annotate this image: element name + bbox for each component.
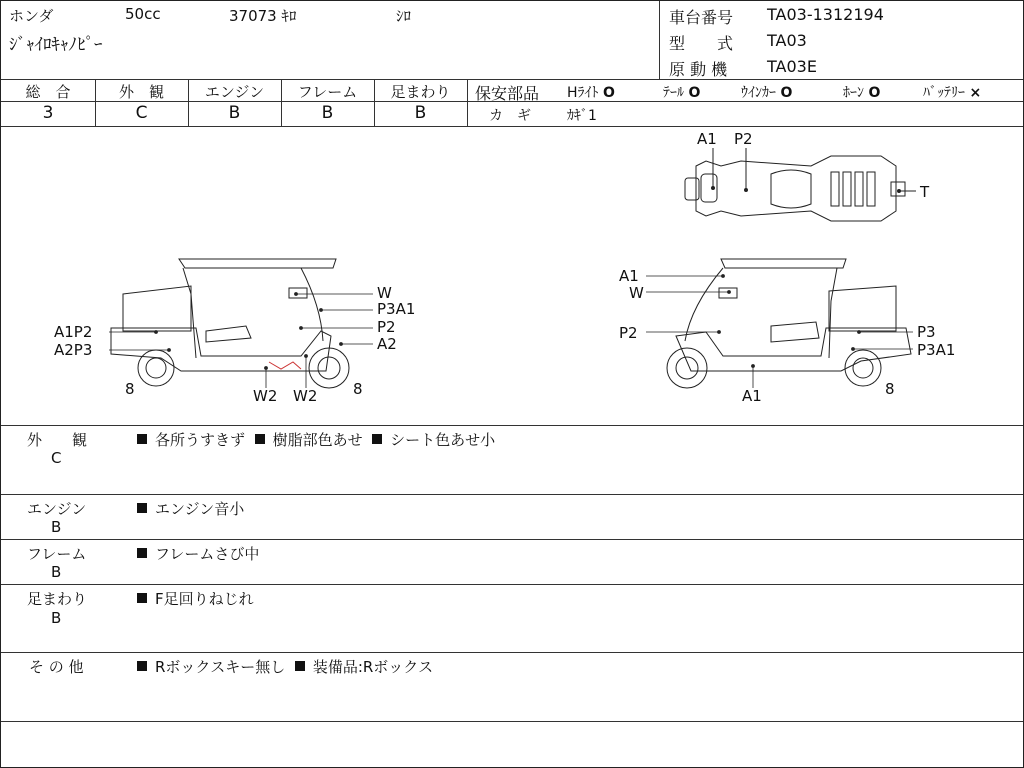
diagram-label: P2	[734, 130, 753, 148]
grade-header-frame: フレーム	[297, 83, 358, 101]
remark-grade-frame: B	[51, 563, 62, 581]
diagram-label: W	[629, 284, 644, 302]
diagram-label: A1	[697, 130, 717, 148]
grade-overall: 3	[42, 103, 54, 123]
scooter-left-view	[111, 259, 349, 388]
mileage: 37073 ｷﾛ	[229, 7, 297, 25]
remark-notes-suspension: F足回りねじれ	[137, 588, 254, 609]
diagram-label: W2	[293, 387, 318, 405]
diagram-label: T	[920, 183, 930, 201]
diagram-label: P3	[917, 323, 936, 341]
grade-exterior: C	[135, 103, 148, 123]
scooter-right-view	[667, 259, 911, 388]
diagram-label: A2P3	[54, 341, 93, 359]
displacement: 50cc	[125, 5, 161, 23]
grade-header-exterior: 外 観	[118, 83, 164, 101]
key-label: カ ギ	[489, 108, 531, 124]
remark-grade-engine: B	[51, 518, 62, 536]
diagram-label: A1	[742, 387, 762, 405]
diagram-label: W2	[253, 387, 278, 405]
diagram-label: 8	[353, 380, 363, 398]
grade-header-overall: 総 合	[25, 83, 71, 101]
remark-notes-exterior: 各所うすきず 樹脂部色あせ シート色あせ小	[137, 429, 495, 450]
remark-grade-suspension: B	[51, 609, 62, 627]
maker: ホンダ	[9, 7, 54, 25]
grade-header-suspension: 足まわり	[390, 83, 451, 101]
scooter-damage-diagram	[1, 126, 1023, 426]
remark-notes-frame: フレームさび中	[137, 543, 259, 564]
model-name: ｼﾞｬｲﾛｷｬﾉﾋﾟｰ	[9, 35, 103, 55]
remark-title-suspension: 足まわり	[27, 590, 88, 608]
scooter-top-view	[685, 148, 916, 221]
remark-title-engine: エンジン	[27, 500, 87, 518]
remark-grade-exterior: C	[51, 449, 62, 467]
type-value: TA03	[767, 31, 807, 50]
diagram-label: P3A1	[917, 341, 956, 359]
engine-label: 原 動 機	[669, 60, 728, 79]
grade-suspension: B	[414, 103, 427, 123]
remark-notes-other: Rボックスキー無し 装備品:Rボックス	[137, 656, 433, 677]
grade-header-engine: エンジン	[204, 83, 265, 101]
frame-number-label: 車台番号	[669, 8, 734, 27]
body-color: ｼﾛ	[396, 7, 412, 25]
diagram-label: P2	[377, 318, 396, 336]
remark-title-frame: フレーム	[27, 545, 87, 563]
engine-value: TA03E	[767, 57, 817, 76]
diagram-label: P2	[619, 324, 638, 342]
grade-frame: B	[321, 103, 334, 123]
safety-tail: ﾃｰﾙ O	[663, 85, 701, 101]
frame-number: TA03-1312194	[767, 5, 884, 24]
diagram-label: 8	[885, 380, 895, 398]
diagram-label: A2	[377, 335, 397, 353]
grade-engine: B	[228, 103, 241, 123]
diagram-label: 8	[125, 380, 135, 398]
safety-winker: ｳｲﾝｶｰ O	[741, 85, 793, 101]
diagram-label: A1	[619, 267, 639, 285]
key-value: ｶｷﾞ1	[567, 108, 597, 124]
remark-notes-engine: エンジン音小	[137, 498, 244, 519]
safety-horn: ﾎｰﾝ O	[843, 85, 881, 101]
safety-hlight: Hﾗｲﾄ O	[567, 85, 615, 101]
diagram-label: W	[377, 284, 392, 302]
remark-title-other: そ の 他	[29, 658, 84, 676]
safety-battery: ﾊﾞｯﾃﾘｰ ×	[923, 85, 982, 101]
diagram-label: A1P2	[54, 323, 93, 341]
safety-label: 保安部品	[475, 84, 540, 103]
remark-title-exterior: 外 観	[27, 431, 88, 449]
type-label: 型 式	[669, 34, 734, 53]
diagram-label: P3A1	[377, 300, 416, 318]
